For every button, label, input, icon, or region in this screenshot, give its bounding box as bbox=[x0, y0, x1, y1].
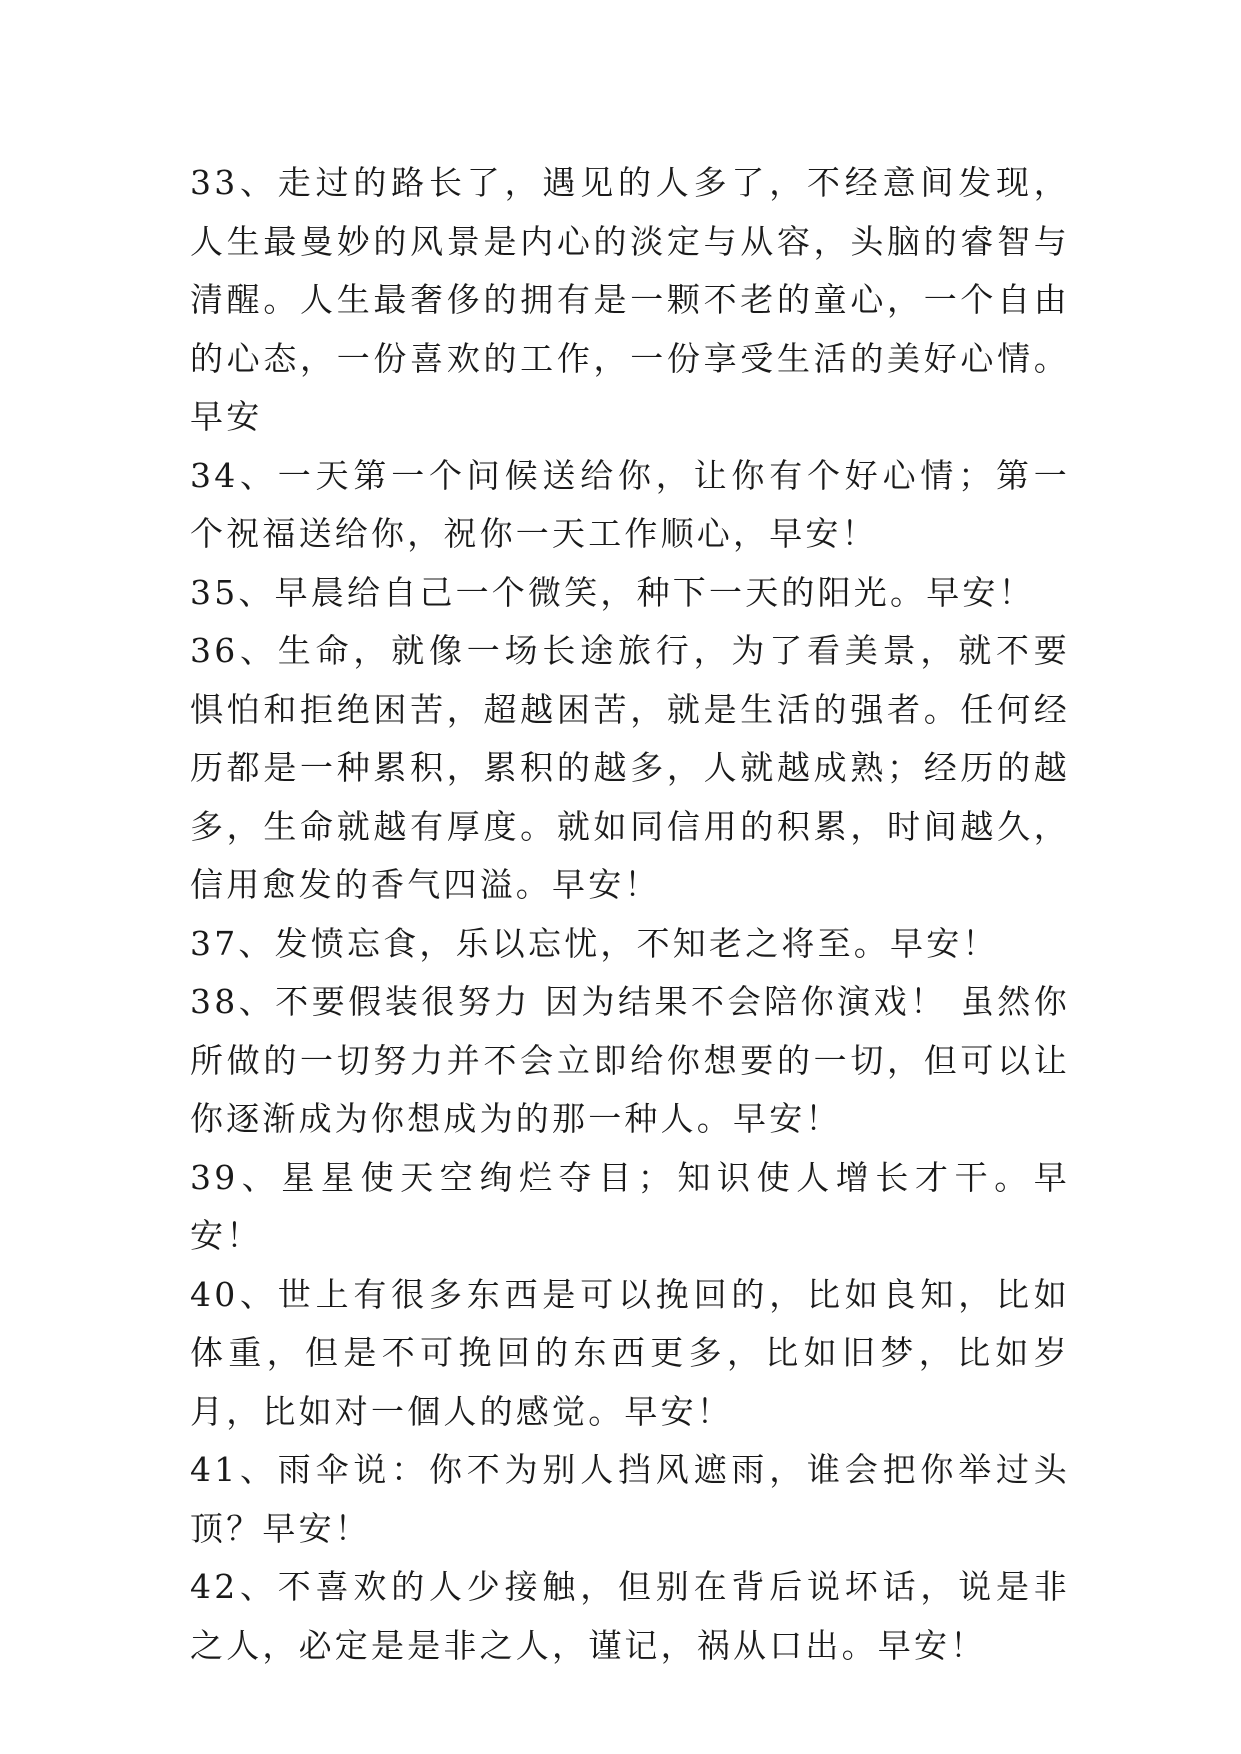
document-body bbox=[190, 154, 1070, 1675]
entry-40: 40、世上有很多东西是可以挽回的，比如良知，比如体重，但是不可挽回的东西更多，比如旧梦，比如岁月，比如对一個人的感觉。早安！ bbox=[190, 1274, 1070, 1431]
entry-41: 41、雨伞说：你不为别人挡风遮雨，谁会把你举过头顶？早安！ bbox=[190, 1450, 1070, 1548]
entry-34: 34、一天第一个问候送给你，让你有个好心情；第一个祝福送给你，祝你一天工作顺心，早安！ bbox=[190, 455, 1070, 553]
entry-37: 37、发愤忘食，乐以忘忧，不知老之将至。早安！ bbox=[190, 923, 999, 963]
entry-36: 36、生命，就像一场长途旅行，为了看美景，就不要惧怕和拒绝困苦，超越困苦，就是生活的强者。任何经历都是一种累积，累积的越多，人就越成熟；经历的越多，生命就越有厚度。就如同信用的积累，时间越久，信用愈发的香气四溢。早安！ bbox=[190, 631, 1070, 904]
entry-42: 42、不喜欢的人少接触，但别在背后说坏话，说是非之人，必定是是非之人，谨记，祸从口出。早安！ bbox=[190, 1567, 1070, 1665]
entry-33: 33、走过的路长了，遇见的人多了，不经意间发现，人生最曼妙的风景是内心的淡定与从容，头脑的睿智与清醒。人生最奢侈的拥有是一颗不老的童心，一个自由的心态，一份喜欢的工作，一份享受生活的美好心情。早安 bbox=[190, 163, 1070, 436]
entry-38: 38、不要假装很努力 因为结果不会陪你演戏！ 虽然你所做的一切努力并不会立即给你想要的一切，但可以让你逐渐成为你想成为的那一种人。早安！ bbox=[190, 982, 1070, 1138]
entry-39: 39、星星使天空绚烂夺目；知识使人增长才干。早安！ bbox=[190, 1157, 1070, 1255]
entry-35: 35、早晨给自己一个微笑，种下一天的阳光。早安！ bbox=[190, 572, 1035, 612]
